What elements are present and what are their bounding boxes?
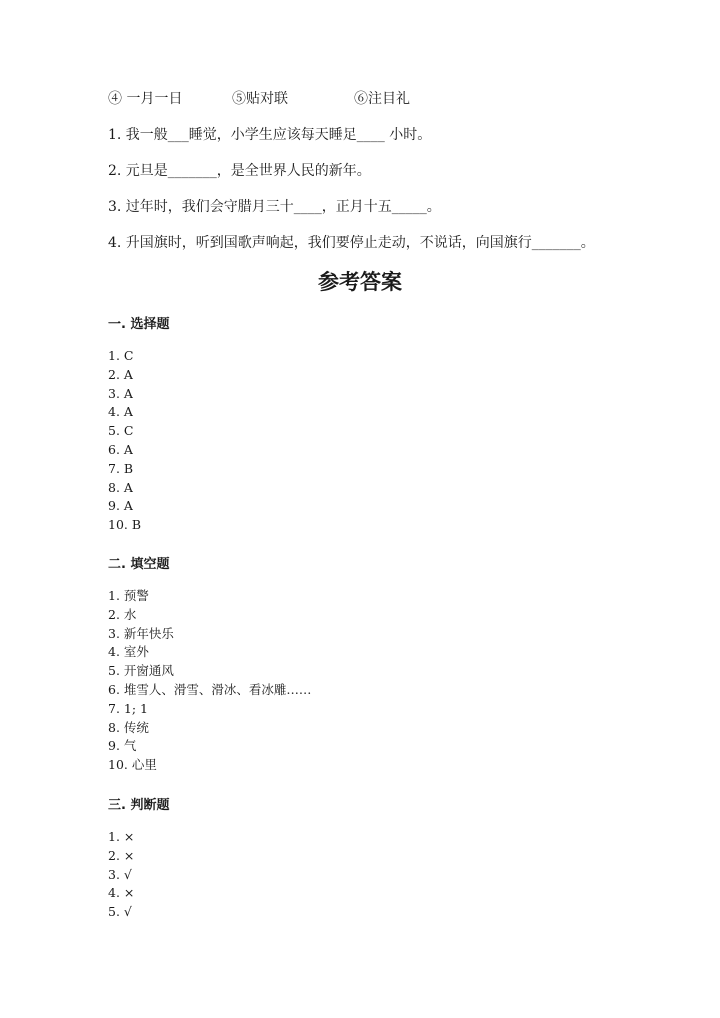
list-item: 4. A [108,404,133,420]
list-item: 3. A [108,385,133,401]
list-item: 1. C [108,348,134,363]
fill-question-3: 3. 过年时，我们会守腊月三十____，正月十五_____。 [108,199,441,215]
list-item: 2. 水 [108,606,137,622]
list-item: 6. A [108,441,133,457]
choice-answer-list [108,347,141,535]
list-item: 1. 预警 [108,588,149,603]
judge-answer-list [108,828,134,922]
section-title-judge: 三. 判断题 [108,798,170,813]
fill-answer-list [108,587,311,775]
option-5: ⑤贴对联 [232,91,288,107]
fill-question-2: 2. 元旦是_______，是全世界人民的新年。 [108,163,371,179]
list-item: 5. 开窗通风 [108,663,174,679]
list-item: 2. A [108,366,133,382]
list-item: 10. B [108,517,142,533]
list-item: 2. × [108,847,135,863]
answer-key-title: 参考答案 [318,270,402,294]
list-item: 1. × [108,829,135,844]
list-item: 5. C [108,423,134,439]
option-6: ⑥注目礼 [354,91,410,107]
section-title-fill: 二. 填空题 [108,557,170,572]
list-item: 4. × [108,885,135,901]
list-item: 6. 堆雪人、滑雪、滑冰、看冰雕…… [108,681,312,697]
list-item: 8. A [108,479,133,495]
list-item: 9. 气 [108,738,137,754]
list-item: 3. 新年快乐 [108,625,174,641]
list-item: 4. 室外 [108,644,149,660]
list-item: 5. √ [108,904,132,920]
fill-question-1: 1. 我一般___睡觉，小学生应该每天睡足____ 小时。 [108,127,432,143]
list-item: 10. 心里 [108,757,157,773]
list-item: 8. 传统 [108,719,149,735]
list-item: 9. A [108,498,133,514]
fill-question-4: 4. 升国旗时，听到国歌声响起，我们要停止走动，不说话，向国旗行_______。 [108,235,595,251]
list-item: 7. 1; 1 [108,700,148,716]
list-item: 3. √ [108,866,132,882]
option-4: ④ 一月一日 [108,91,183,107]
section-title-choice: 一. 选择题 [108,317,170,332]
list-item: 7. B [108,460,134,476]
